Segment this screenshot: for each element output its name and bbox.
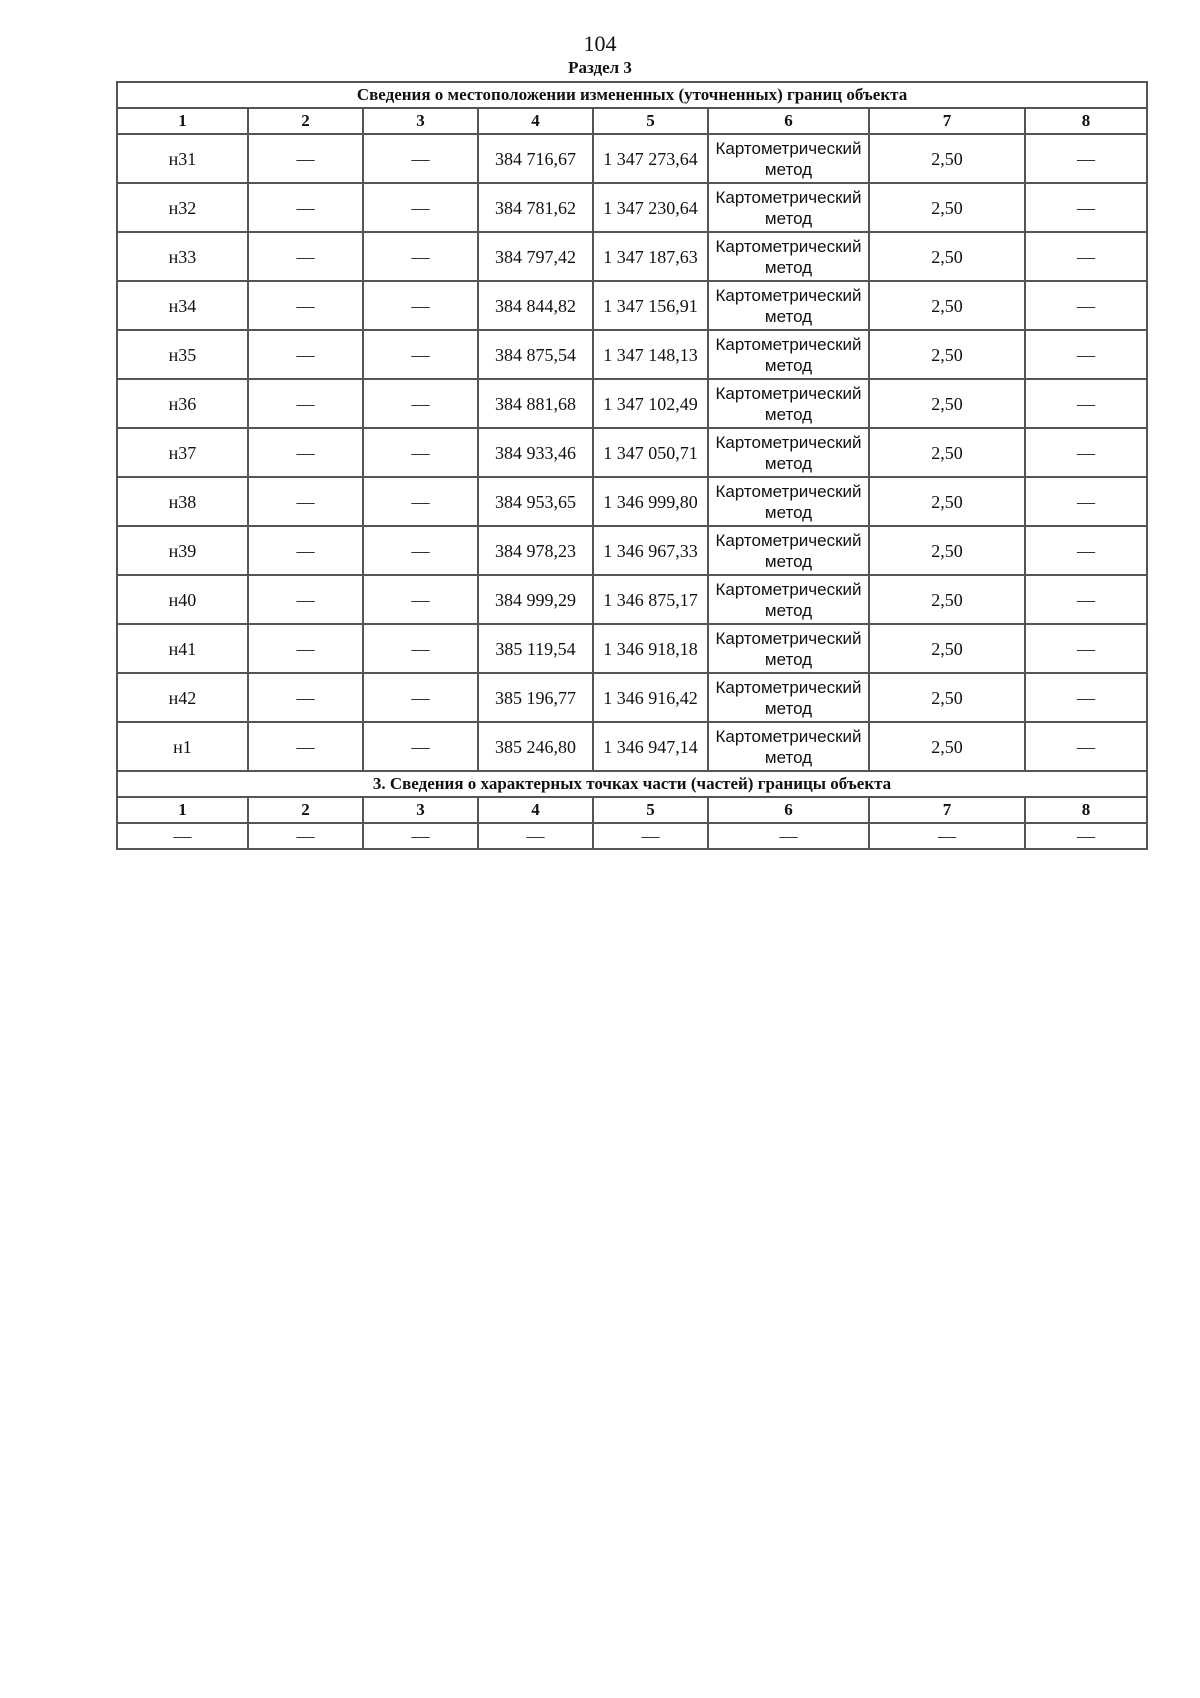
table-cell: — bbox=[363, 624, 478, 673]
table-cell: 2,50 bbox=[869, 232, 1025, 281]
table-cell: 1 347 273,64 bbox=[593, 134, 708, 183]
table-cell: 384 875,54 bbox=[478, 330, 593, 379]
table-cell: 384 953,65 bbox=[478, 477, 593, 526]
table-cell: 384 781,62 bbox=[478, 183, 593, 232]
table-cell: — bbox=[248, 722, 363, 771]
table-cell: н31 bbox=[117, 134, 248, 183]
table-cell: — bbox=[1025, 134, 1147, 183]
table-cell: — bbox=[708, 823, 869, 849]
table-cell: н39 bbox=[117, 526, 248, 575]
table-cell: 2,50 bbox=[869, 526, 1025, 575]
table-cell: 384 844,82 bbox=[478, 281, 593, 330]
table-cell: — bbox=[363, 232, 478, 281]
subsection-title: 3. Сведения о характерных точках части (частей) границы объекта bbox=[117, 771, 1147, 797]
column-header: 3 bbox=[363, 797, 478, 823]
table-cell: — bbox=[248, 673, 363, 722]
table-cell: н37 bbox=[117, 428, 248, 477]
table-cell: — bbox=[593, 823, 708, 849]
table-cell: 384 881,68 bbox=[478, 379, 593, 428]
table-cell: н42 bbox=[117, 673, 248, 722]
table-cell: 2,50 bbox=[869, 281, 1025, 330]
table-cell: — bbox=[1025, 183, 1147, 232]
table-row bbox=[117, 232, 1147, 281]
table-cell: — bbox=[1025, 477, 1147, 526]
table-cell: — bbox=[248, 232, 363, 281]
column-header-row bbox=[117, 108, 1147, 134]
table-cell: — bbox=[1025, 722, 1147, 771]
table-cell: — bbox=[1025, 823, 1147, 849]
column-header: 1 bbox=[117, 108, 248, 134]
table-cell: 2,50 bbox=[869, 575, 1025, 624]
table-cell: 2,50 bbox=[869, 477, 1025, 526]
table-cell: — bbox=[363, 428, 478, 477]
column-header: 6 bbox=[708, 108, 869, 134]
table-cell: — bbox=[1025, 281, 1147, 330]
table-cell: — bbox=[248, 330, 363, 379]
table-cell: — bbox=[1025, 673, 1147, 722]
table-cell: Картометрический метод bbox=[708, 526, 869, 575]
table-cell: 2,50 bbox=[869, 330, 1025, 379]
table-cell: — bbox=[363, 673, 478, 722]
table-row bbox=[117, 379, 1147, 428]
column-header: 3 bbox=[363, 108, 478, 134]
table-cell: 1 346 967,33 bbox=[593, 526, 708, 575]
table-cell: н35 bbox=[117, 330, 248, 379]
table-cell: 1 346 947,14 bbox=[593, 722, 708, 771]
column-header: 4 bbox=[478, 108, 593, 134]
table-row bbox=[117, 134, 1147, 183]
table-cell: Картометрический метод bbox=[708, 379, 869, 428]
table-cell: Картометрический метод bbox=[708, 183, 869, 232]
column-header: 7 bbox=[869, 108, 1025, 134]
table-cell: 384 933,46 bbox=[478, 428, 593, 477]
table-cell: 1 347 230,64 bbox=[593, 183, 708, 232]
table-cell: Картометрический метод bbox=[708, 477, 869, 526]
table-title: Сведения о местоположении измененных (уточненных) границ объекта bbox=[117, 82, 1147, 108]
table-title-row bbox=[117, 82, 1147, 108]
table-cell: — bbox=[363, 722, 478, 771]
table-cell: — bbox=[248, 134, 363, 183]
table-cell: 384 797,42 bbox=[478, 232, 593, 281]
column-header: 1 bbox=[117, 797, 248, 823]
table-cell: Картометрический метод bbox=[708, 624, 869, 673]
table-cell: н38 bbox=[117, 477, 248, 526]
table-cell: н41 bbox=[117, 624, 248, 673]
column-header: 7 bbox=[869, 797, 1025, 823]
table-cell: — bbox=[363, 526, 478, 575]
table-cell: 1 347 102,49 bbox=[593, 379, 708, 428]
table-cell: — bbox=[363, 281, 478, 330]
column-header: 8 bbox=[1025, 108, 1147, 134]
table-cell: 2,50 bbox=[869, 722, 1025, 771]
table-cell: — bbox=[1025, 575, 1147, 624]
section-label: Раздел 3 bbox=[568, 58, 632, 77]
table-cell: — bbox=[363, 823, 478, 849]
table-cell: Картометрический метод bbox=[708, 281, 869, 330]
table-cell: — bbox=[363, 183, 478, 232]
table-cell: — bbox=[1025, 526, 1147, 575]
table-cell: 384 999,29 bbox=[478, 575, 593, 624]
table-cell: — bbox=[248, 526, 363, 575]
table-cell: — bbox=[248, 575, 363, 624]
table-cell: Картометрический метод bbox=[708, 673, 869, 722]
table-cell: — bbox=[1025, 428, 1147, 477]
table-cell: — bbox=[363, 134, 478, 183]
table-row bbox=[117, 575, 1147, 624]
table-cell: 2,50 bbox=[869, 134, 1025, 183]
table-cell: — bbox=[363, 575, 478, 624]
table-cell: 384 716,67 bbox=[478, 134, 593, 183]
table-cell: Картометрический метод bbox=[708, 232, 869, 281]
table-cell: Картометрический метод bbox=[708, 722, 869, 771]
table-cell: — bbox=[363, 330, 478, 379]
table-cell: — bbox=[478, 823, 593, 849]
table-cell: н36 bbox=[117, 379, 248, 428]
column-header: 6 bbox=[708, 797, 869, 823]
table-row bbox=[117, 823, 1147, 849]
table-cell: — bbox=[248, 428, 363, 477]
table-cell: Картометрический метод bbox=[708, 330, 869, 379]
table-cell: н34 bbox=[117, 281, 248, 330]
table-cell: — bbox=[248, 379, 363, 428]
table-cell: 1 346 875,17 bbox=[593, 575, 708, 624]
table-cell: 1 346 916,42 bbox=[593, 673, 708, 722]
table-cell: 1 347 187,63 bbox=[593, 232, 708, 281]
table-cell: Картометрический метод bbox=[708, 428, 869, 477]
column-header-row bbox=[117, 797, 1147, 823]
table-cell: — bbox=[248, 281, 363, 330]
column-header: 8 bbox=[1025, 797, 1147, 823]
table-cell: 2,50 bbox=[869, 428, 1025, 477]
table-cell: 1 347 156,91 bbox=[593, 281, 708, 330]
table-cell: Картометрический метод bbox=[708, 575, 869, 624]
table-cell: н32 bbox=[117, 183, 248, 232]
table-cell: 2,50 bbox=[869, 183, 1025, 232]
table-cell: — bbox=[248, 624, 363, 673]
table-row bbox=[117, 722, 1147, 771]
column-header: 5 bbox=[593, 797, 708, 823]
table-cell: — bbox=[248, 183, 363, 232]
table-cell: 384 978,23 bbox=[478, 526, 593, 575]
table-cell: 385 246,80 bbox=[478, 722, 593, 771]
table-cell: н40 bbox=[117, 575, 248, 624]
table-cell: — bbox=[248, 823, 363, 849]
column-header: 4 bbox=[478, 797, 593, 823]
table-cell: 1 346 999,80 bbox=[593, 477, 708, 526]
table-cell: — bbox=[363, 379, 478, 428]
table-cell: 385 119,54 bbox=[478, 624, 593, 673]
table-cell: — bbox=[869, 823, 1025, 849]
table-cell: Картометрический метод bbox=[708, 134, 869, 183]
table-cell: — bbox=[363, 477, 478, 526]
table-cell: — bbox=[1025, 624, 1147, 673]
table-row bbox=[117, 330, 1147, 379]
table-cell: 2,50 bbox=[869, 379, 1025, 428]
table-row bbox=[117, 183, 1147, 232]
table-cell: — bbox=[1025, 379, 1147, 428]
table-cell: 1 347 148,13 bbox=[593, 330, 708, 379]
table-cell: 1 346 918,18 bbox=[593, 624, 708, 673]
table-row bbox=[117, 526, 1147, 575]
table-row bbox=[117, 624, 1147, 673]
table-cell: 2,50 bbox=[869, 673, 1025, 722]
column-header: 2 bbox=[248, 108, 363, 134]
table-row bbox=[117, 477, 1147, 526]
subsection-title-row bbox=[117, 771, 1147, 797]
table-row bbox=[117, 673, 1147, 722]
table-cell: н33 bbox=[117, 232, 248, 281]
table-body bbox=[117, 82, 1147, 849]
table-cell: 1 347 050,71 bbox=[593, 428, 708, 477]
table-cell: — bbox=[248, 477, 363, 526]
table-row bbox=[117, 428, 1147, 477]
column-header: 5 bbox=[593, 108, 708, 134]
table-cell: — bbox=[1025, 232, 1147, 281]
table-cell: 385 196,77 bbox=[478, 673, 593, 722]
table-row bbox=[117, 281, 1147, 330]
page-number: 104 bbox=[583, 31, 617, 56]
table-cell: — bbox=[117, 823, 248, 849]
column-header: 2 bbox=[248, 797, 363, 823]
table-cell: 2,50 bbox=[869, 624, 1025, 673]
table-cell: — bbox=[1025, 330, 1147, 379]
boundary-table bbox=[116, 81, 1148, 850]
table-cell: н1 bbox=[117, 722, 248, 771]
